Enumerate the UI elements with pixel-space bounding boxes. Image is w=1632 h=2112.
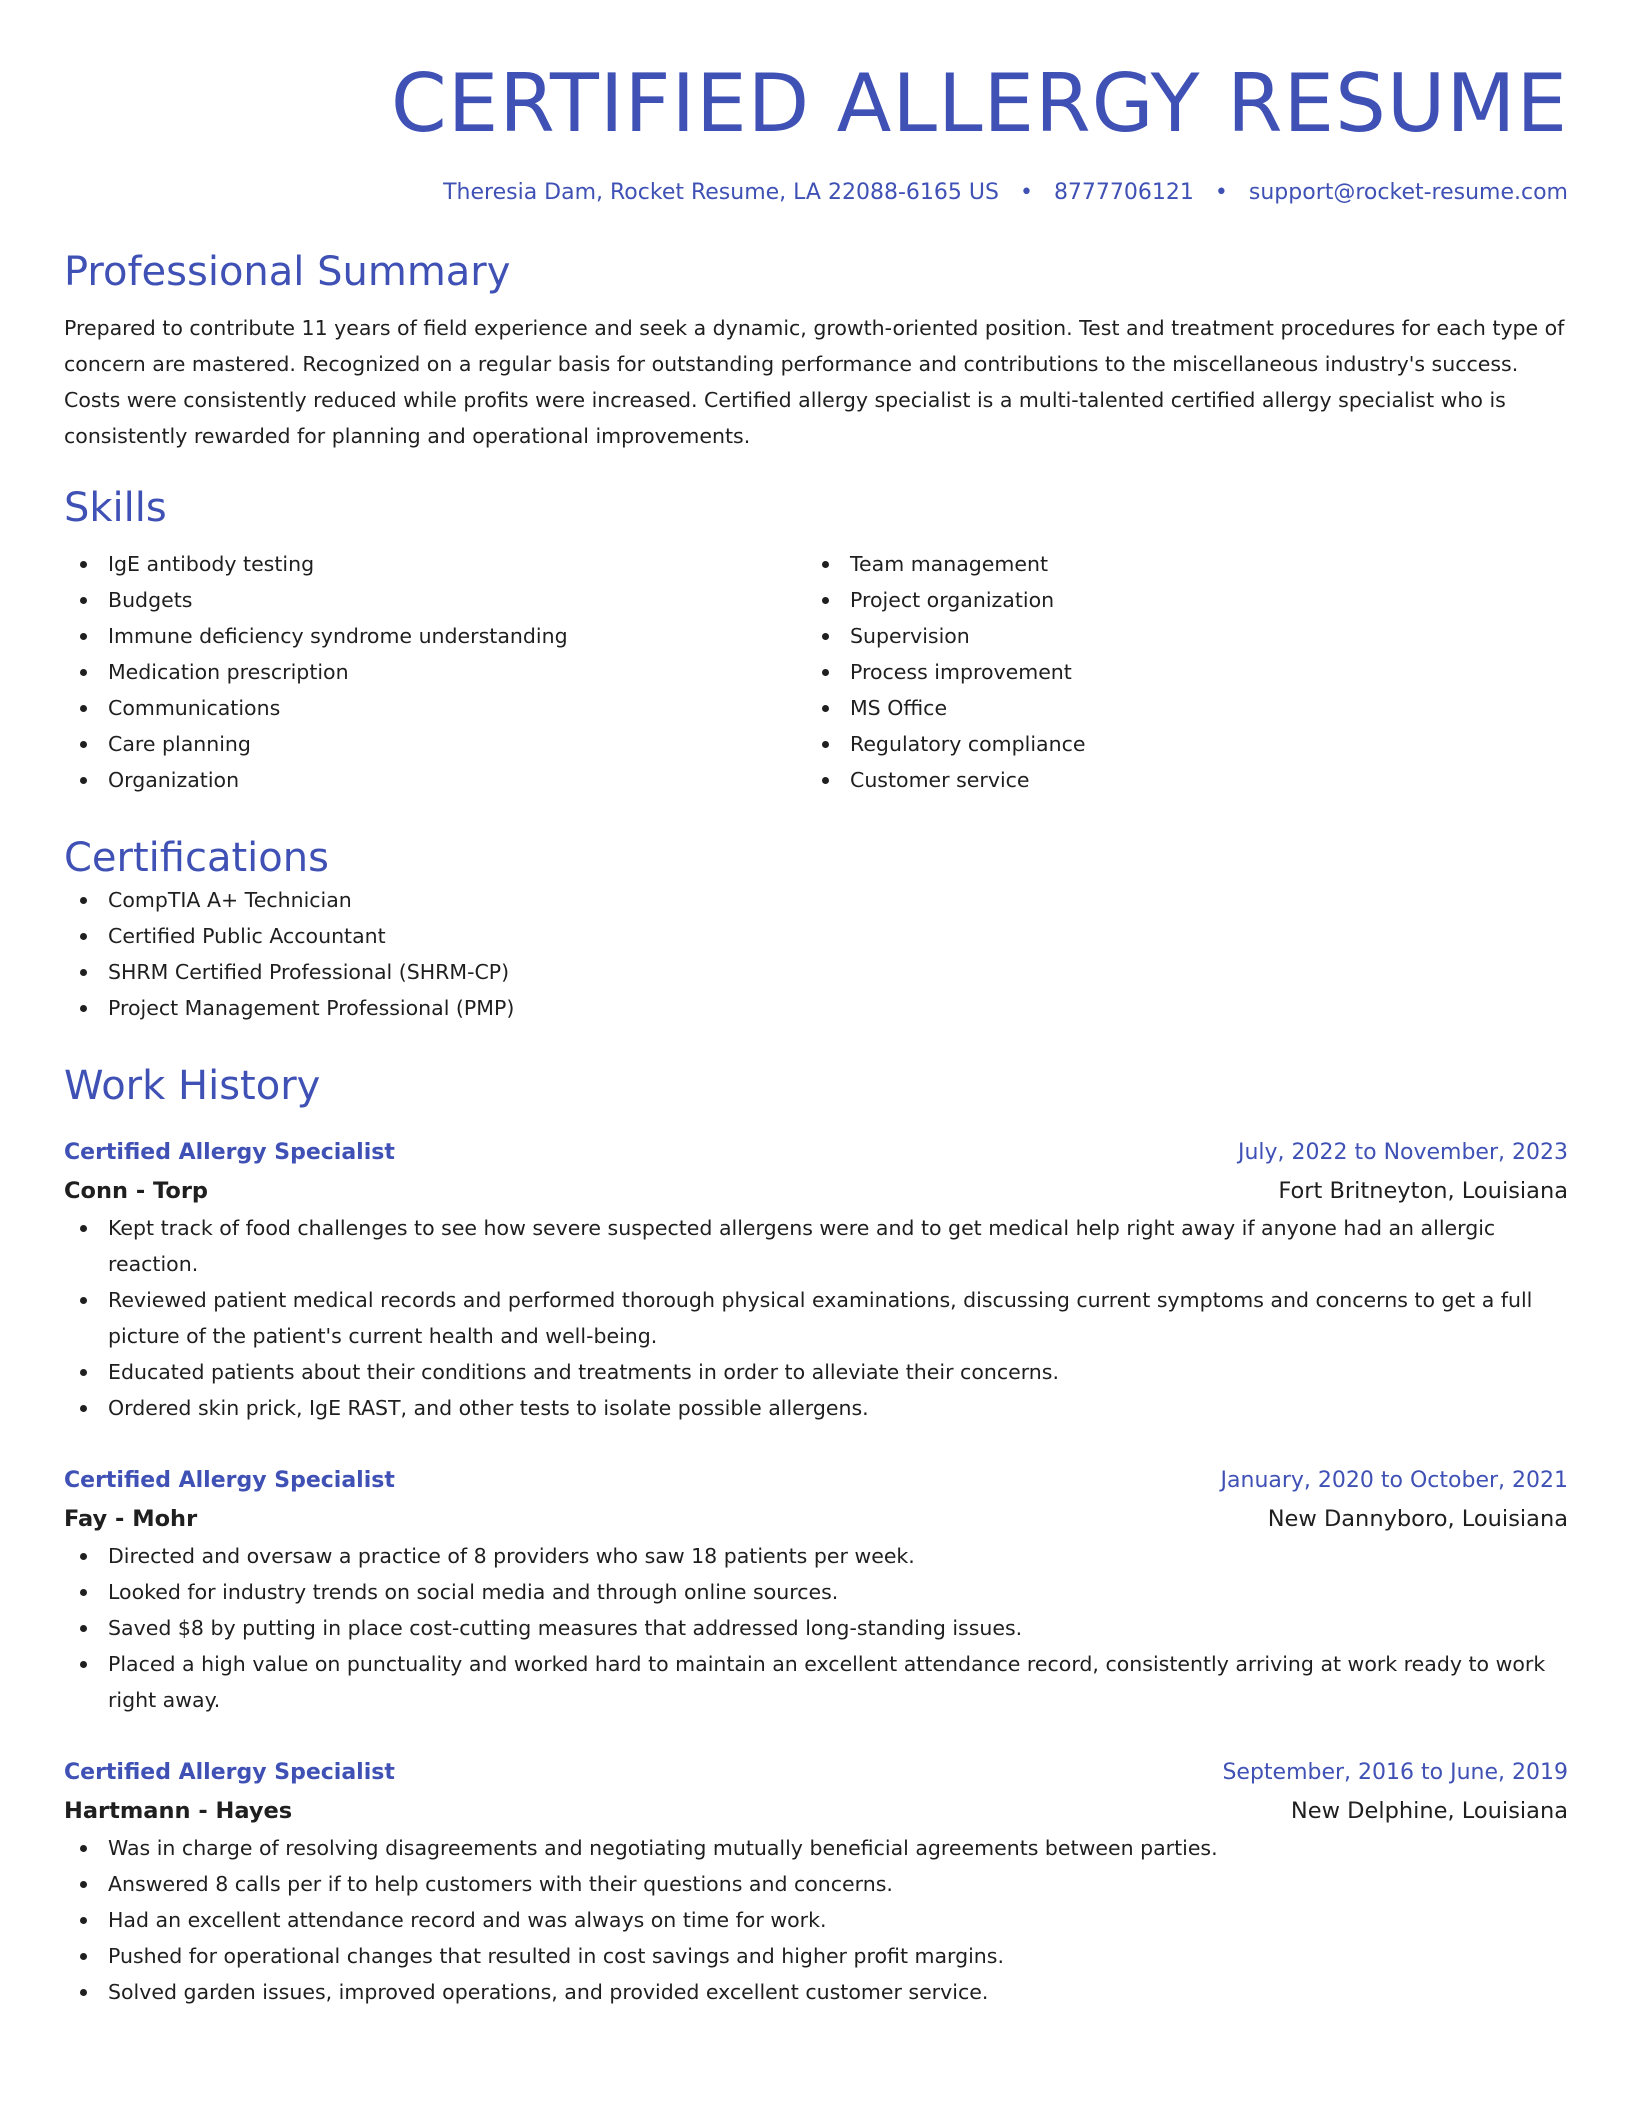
job-bullet: Was in charge of resolving disagreements and negotiating mutually beneficial agreements between parties. <box>64 1830 1568 1866</box>
job-bullet: Educated patients about their conditions and treatments in order to alleviate their concerns. <box>64 1354 1568 1390</box>
skill-item: Team management <box>806 546 1548 582</box>
contact-separator: • <box>1019 180 1033 205</box>
certification-item: Project Management Professional (PMP) <box>64 990 1568 1026</box>
job-location: Fort Britneyton, Louisiana <box>1278 1178 1568 1204</box>
job-bullets <box>64 1538 1568 1718</box>
job-bullet: Looked for industry trends on social media and through online sources. <box>64 1574 1568 1610</box>
job-title: Certified Allergy Specialist <box>64 1760 395 1785</box>
job-title-row <box>64 1462 1568 1500</box>
skills-heading: Skills <box>64 485 167 531</box>
summary-heading: Professional Summary <box>64 249 511 295</box>
skills-column-right <box>806 546 1548 798</box>
contact-email: support@rocket-resume.com <box>1248 180 1568 205</box>
skill-item: MS Office <box>806 690 1548 726</box>
job-company: Fay - Mohr <box>64 1506 198 1532</box>
job-bullet: Kept track of food challenges to see how severe suspected allergens were and to get medical help right away if anyone had an allergic reaction. <box>64 1210 1568 1282</box>
certification-item: SHRM Certified Professional (SHRM-CP) <box>64 954 1568 990</box>
contact-address: Theresia Dam, Rocket Resume, LA 22088-6165 US <box>443 180 999 205</box>
job-entry <box>64 1754 1568 2010</box>
job-dates: July, 2022 to November, 2023 <box>1237 1140 1568 1165</box>
job-bullet: Placed a high value on punctuality and worked hard to maintain an excellent attendance record, consistently arriving at work ready to work right away. <box>64 1646 1568 1718</box>
job-bullets <box>64 1830 1568 2010</box>
contact-line <box>64 178 1568 208</box>
work-history-heading: Work History <box>64 1063 321 1109</box>
job-bullet: Ordered skin prick, IgE RAST, and other tests to isolate possible allergens. <box>64 1390 1568 1426</box>
certification-item: CompTIA A+ Technician <box>64 882 1568 918</box>
job-bullet: Saved $8 by putting in place cost-cutting measures that addressed long-standing issues. <box>64 1610 1568 1646</box>
skill-item: Project organization <box>806 582 1548 618</box>
summary-text: Prepared to contribute 11 years of field experience and seek a dynamic, growth-oriented position. Test and treatment procedures for each type of concern are mastered. Recognized on a regular basis for outstanding performance and contributions to the miscellaneous industry's success. Costs were consistently reduced while profits were increased. Certified allergy specialist is a multi-talented certified allergy specialist who is consistently rewarded for planning and operational improvements. <box>64 316 1565 448</box>
job-bullet: Had an excellent attendance record and was always on time for work. <box>64 1902 1568 1938</box>
certification-item: Certified Public Accountant <box>64 918 1568 954</box>
skill-item: Care planning <box>64 726 806 762</box>
contact-separator: • <box>1214 180 1228 205</box>
job-company-row <box>64 1172 1568 1210</box>
skill-item: Process improvement <box>806 654 1548 690</box>
skill-item: Budgets <box>64 582 806 618</box>
job-entry <box>64 1134 1568 1426</box>
skill-item: Immune deficiency syndrome understanding <box>64 618 806 654</box>
certifications-heading: Certifications <box>64 835 329 881</box>
skills-list-right <box>806 546 1548 798</box>
skill-item: Supervision <box>806 618 1548 654</box>
skill-item: Regulatory compliance <box>806 726 1548 762</box>
job-title: Certified Allergy Specialist <box>64 1140 395 1165</box>
job-location: New Dannyboro, Louisiana <box>1267 1506 1568 1532</box>
job-title-row <box>64 1754 1568 1792</box>
contact-phone: 8777706121 <box>1053 180 1194 205</box>
resume-title: CERTIFIED ALLERGY RESUME <box>390 57 1568 150</box>
job-company-row <box>64 1792 1568 1830</box>
job-company-row <box>64 1500 1568 1538</box>
skill-item: Customer service <box>806 762 1548 798</box>
skill-item: Organization <box>64 762 806 798</box>
job-bullet: Solved garden issues, improved operations, and provided excellent customer service. <box>64 1974 1568 2010</box>
job-title-row <box>64 1134 1568 1172</box>
job-bullet: Directed and oversaw a practice of 8 providers who saw 18 patients per week. <box>64 1538 1568 1574</box>
skills-column-left <box>64 546 806 798</box>
skill-item: Medication prescription <box>64 654 806 690</box>
skills-list-left <box>64 546 806 798</box>
job-location: New Delphine, Louisiana <box>1290 1798 1568 1824</box>
job-dates: January, 2020 to October, 2021 <box>1220 1468 1568 1493</box>
job-bullet: Reviewed patient medical records and performed thorough physical examinations, discussing current symptoms and concerns to get a full picture of the patient's current health and well-being. <box>64 1282 1568 1354</box>
certifications-list <box>64 882 1568 1026</box>
job-entry <box>64 1462 1568 1718</box>
job-company: Hartmann - Hayes <box>64 1798 293 1824</box>
job-company: Conn - Torp <box>64 1178 209 1204</box>
job-bullet: Pushed for operational changes that resulted in cost savings and higher profit margins. <box>64 1938 1568 1974</box>
skills-grid <box>64 546 1568 798</box>
job-bullets <box>64 1210 1568 1426</box>
job-bullet: Answered 8 calls per if to help customers with their questions and concerns. <box>64 1866 1568 1902</box>
skill-item: IgE antibody testing <box>64 546 806 582</box>
job-title: Certified Allergy Specialist <box>64 1468 395 1493</box>
job-dates: September, 2016 to June, 2019 <box>1222 1760 1568 1785</box>
skill-item: Communications <box>64 690 806 726</box>
resume-page <box>64 0 1568 2010</box>
